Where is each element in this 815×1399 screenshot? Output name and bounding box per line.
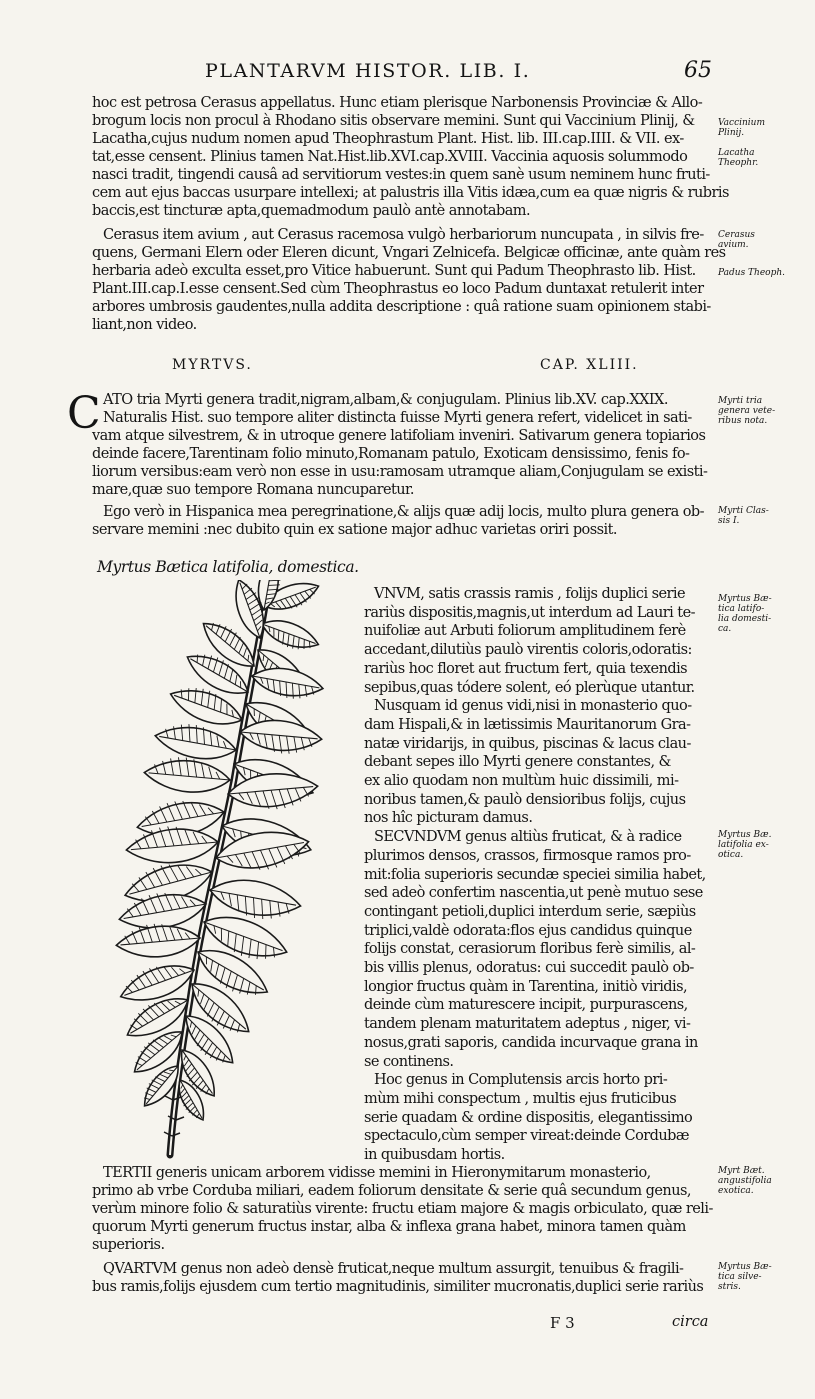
column-text-line: sed adeò confertim nascentia,ut penè mutuo sese (364, 885, 703, 902)
column-text-line: dam Hispali,& in lætissimis Mauritanorum Gra- (364, 716, 691, 733)
column-text-line: triplici,valdè odorata:flos ejus candidus quinque (364, 922, 692, 939)
text-line: servare memini :nec dubito quin ex satione major adhuc varietas oriri possit. (92, 522, 617, 538)
text-line: deinde facere,Tarentinam folio minuto,Romanam patulo, Exoticam densissimo, fenis fo- (92, 446, 690, 462)
column-text-line: se continens. (364, 1053, 454, 1070)
margin-note (718, 118, 810, 138)
text-line: tat,esse censent. Plinius tamen Nat.Hist.lib.XVI.cap.XVIII. Vaccinia aquosis solummodo (92, 149, 688, 165)
margin-note (718, 1166, 810, 1196)
leaf (143, 754, 232, 795)
margin-note (718, 396, 810, 426)
margin-note-line: lia domesti- (718, 614, 772, 624)
column-text-line: deinde cùm maturescere incipit, purpurascens, (364, 997, 688, 1014)
column-text-line: rariùs dispositis,magnis,ut interdum ad Lauri te- (364, 604, 695, 621)
margin-note (718, 594, 810, 634)
margin-note-line: genera vete- (718, 406, 776, 416)
text-line: liant,non video. (92, 317, 197, 333)
leaf (153, 718, 239, 764)
column-text-line: Hoc genus in Complutensis arcis horto pri- (374, 1072, 668, 1089)
column-text-line: sepibus,quas tódere solent, eó plerùque utantur. (364, 679, 695, 696)
text-line: vam atque silvestrem, & in utroque genere latifoliam inveniri. Sativarum genera topiarios (92, 428, 706, 444)
margin-note-line: Cerasus (718, 230, 755, 240)
text-line: Plant.III.cap.I.esse censent.Sed cùm Theophrastus eo loco Padum duntaxat retulerit inter (92, 281, 704, 297)
text-line: herbaria adeò exculta esset,pro Vitice habuerunt. Sunt qui Padum Theophrasto lib. Hist. (92, 263, 696, 279)
margin-note (718, 268, 810, 278)
margin-note-line: exotica. (718, 1186, 754, 1196)
text-line: bus ramis,folijs ejusdem cum tertio magnitudinis, similiter mucronatis,duplici serie rariùs (92, 1279, 704, 1295)
column-text-line: noribus tamen,& paulò densioribus folijs, cujus (364, 791, 686, 808)
text-line: TERTII generis unicam arborem vidisse memini in Hieronymitarum monasterio, (103, 1165, 651, 1181)
margin-note-line: Myrti Clas- (718, 506, 769, 516)
text-line: mare,quæ suo tempore Romana nuncuparetur. (92, 482, 414, 498)
text-line: hoc est petrosa Cerasus appellatus. Hunc etiam plerisque Narbonensis Provinciæ & Allo- (92, 95, 703, 111)
margin-note-line: Padus Theoph. (718, 268, 786, 278)
chapter-title: MYRTVS. (172, 357, 253, 373)
margin-note-line: tica silve- (718, 1272, 762, 1282)
page-number: 65 (684, 58, 712, 83)
margin-note-line: sis I. (718, 516, 740, 526)
column-text-line: nos hîc picturam damus. (364, 810, 533, 827)
margin-note-line: angustifolia (718, 1176, 772, 1186)
margin-note (718, 148, 810, 168)
column-text-line: VNVM, satis crassis ramis , folijs duplici serie (374, 586, 686, 602)
text-line: superioris. (92, 1237, 165, 1253)
column-text-line: rariùs hoc floret aut fructum fert, quia texendis (364, 660, 688, 677)
margin-note-line: ribus nota. (718, 416, 768, 426)
leaf (115, 920, 202, 960)
column-text-line: accedant,dilutiùs paulò virentis coloris,odoratis: (364, 642, 692, 659)
margin-note-line: Plinij. (718, 128, 745, 138)
text-line: Lacatha,cujus nudum nomen apud Theophrastum Plant. Hist. lib. III.cap.IIII. & VII. ex- (92, 131, 684, 147)
text-line: nasci tradit, tingendi causâ ad servitiorum vestes:in quem sanè usum neminem hunc fruti- (92, 167, 710, 183)
column-text-line: tandem plenam maturitatem adeptus , niger, vi- (364, 1016, 691, 1033)
margin-note-line: Vaccinium (718, 118, 766, 128)
text-line: liorum versibus:eam verò non esse in usu:ramosam utramque aliam,Conjugulam se existi- (92, 464, 708, 480)
column-text-line: in quibusdam hortis. (364, 1147, 505, 1163)
column-text-line: ex alio quodam non multùm huic dissimili, mi- (364, 773, 679, 789)
margin-note-line: otica. (718, 850, 744, 860)
column-text-line: nuifoliæ aut Arbuti foliorum amplitudinem ferè (364, 623, 686, 640)
margin-note-line: Theophr. (718, 158, 759, 168)
text-line: Naturalis Hist. suo tempore aliter distincta fuisse Myrti genera refert, videlicet in sati- (103, 410, 692, 426)
margin-note-line: Myrtus Bæ. (718, 830, 772, 840)
figure-caption: Myrtus Bætica latifolia, domestica. (97, 558, 359, 576)
column-text-line: contingant petioli,duplici interdum serie, sæpiùs (364, 903, 696, 920)
margin-note-line: avium. (718, 240, 749, 250)
margin-note (718, 506, 810, 526)
margin-note-line: Myrti tria (718, 396, 763, 406)
column-text-line: debant sepes illo Myrti genere constantes, & (364, 754, 671, 771)
running-header: PLANTARVM HISTOR. LIB. I. (205, 60, 531, 82)
column-text-line: folijs constat, cerasiorum floribus ferè similis, al- (364, 941, 696, 958)
column-text-line: longior fructus quàm in Tarentina, initiò viridis, (364, 978, 688, 995)
margin-note-line: ca. (718, 624, 732, 634)
text-line: QVARTVM genus non adeò densè fruticat,neque multum assurgit, tenuibus & fragili- (103, 1261, 684, 1277)
drop-cap: C (67, 388, 101, 439)
margin-note-line: Myrt Bæt. (718, 1166, 765, 1176)
column-text-line: SECVNDVM genus altiùs fruticat, & à radice (374, 829, 682, 846)
catchword: circa (672, 1314, 709, 1330)
text-line: ATO tria Myrti genera tradit,nigram,albam,& conjugulam. Plinius lib.XV. cap.XXIX. (103, 392, 668, 408)
leaf (238, 717, 323, 756)
text-line: brogum locis non procul à Rhodano sitis observare memini. Sunt qui Vaccinium Plinij, & (92, 113, 695, 129)
text-line: cem aut ejus baccas usurpare intellexi; at palustris illa Vitis idæa,cum ea quæ nigris & rubris (92, 185, 729, 201)
margin-note (718, 830, 810, 860)
myrtus-woodcut-illustration (78, 580, 328, 1160)
column-text-line: Nusquam id genus vidi,nisi in monasterio quo- (374, 698, 692, 715)
text-line: arbores umbrosis gaudentes,nulla addita descriptione : quâ ratione suam opinionem stabi- (92, 299, 711, 315)
text-line: quorum Myrti generum fructus instar, alba & inflexa grana habet, minora tamen quàm (92, 1219, 686, 1235)
column-text-line: mit:folia superioris secundæ speciei similia habet, (364, 866, 706, 883)
margin-note-line: Myrtus Bæ- (718, 594, 772, 604)
column-text-line: nosus,grati saporis, candida incurvaque grana in (364, 1034, 698, 1051)
margin-note-line: latifolia ex- (718, 840, 769, 850)
text-line: Cerasus item avium , aut Cerasus racemosa vulgò herbariorum nuncupata , in silvis fre- (103, 227, 704, 243)
text-line: verùm minore folio & saturatiùs virente: fructu etiam majore & magis orbiculato, quæ reli- (92, 1201, 713, 1217)
column-text-line: spectaculo,cùm semper vireat:deinde Cordubæ (364, 1128, 689, 1145)
text-line: Ego verò in Hispanica mea peregrinatione,& alijs quæ adij locis, multo plura genera ob- (103, 504, 705, 520)
column-text-line: mùm mihi conspectum , multis ejus fruticibus (364, 1090, 677, 1107)
text-line: baccis,est tincturæ apta,quemadmodum paulò antè annotabam. (92, 203, 531, 219)
signature-mark: F 3 (550, 1314, 575, 1332)
margin-note-line: Lacatha (718, 148, 755, 158)
margin-note-line: tica latifo- (718, 604, 765, 614)
margin-note-line: Myrtus Bæ- (718, 1262, 772, 1272)
text-line: quens, Germani Elern oder Eleren dicunt, Vngari Zelnicefa. Belgicæ officinæ, ante quàm res (92, 245, 726, 261)
column-text-line: natæ viridarijs, in quibus, piscinas & lacus clau- (364, 735, 691, 752)
leaf (227, 770, 320, 813)
margin-note (718, 1262, 810, 1292)
column-text-line: bis villis plenus, odoratus: cui succedit paulò ob- (364, 960, 694, 976)
chapter-number: CAP. XLIII. (540, 357, 639, 373)
text-line: primo ab vrbe Corduba miliari, eadem foliorum densitate & serie quâ secundum genus, (92, 1183, 691, 1199)
margin-note (718, 230, 810, 250)
column-text-line: serie quadam & ordine dispositis, elegantissimo (364, 1109, 693, 1126)
margin-note-line: stris. (718, 1282, 741, 1292)
leaf (249, 663, 325, 704)
column-text-line: plurimos densos, crassos, firmosque ramos pro- (364, 847, 691, 864)
